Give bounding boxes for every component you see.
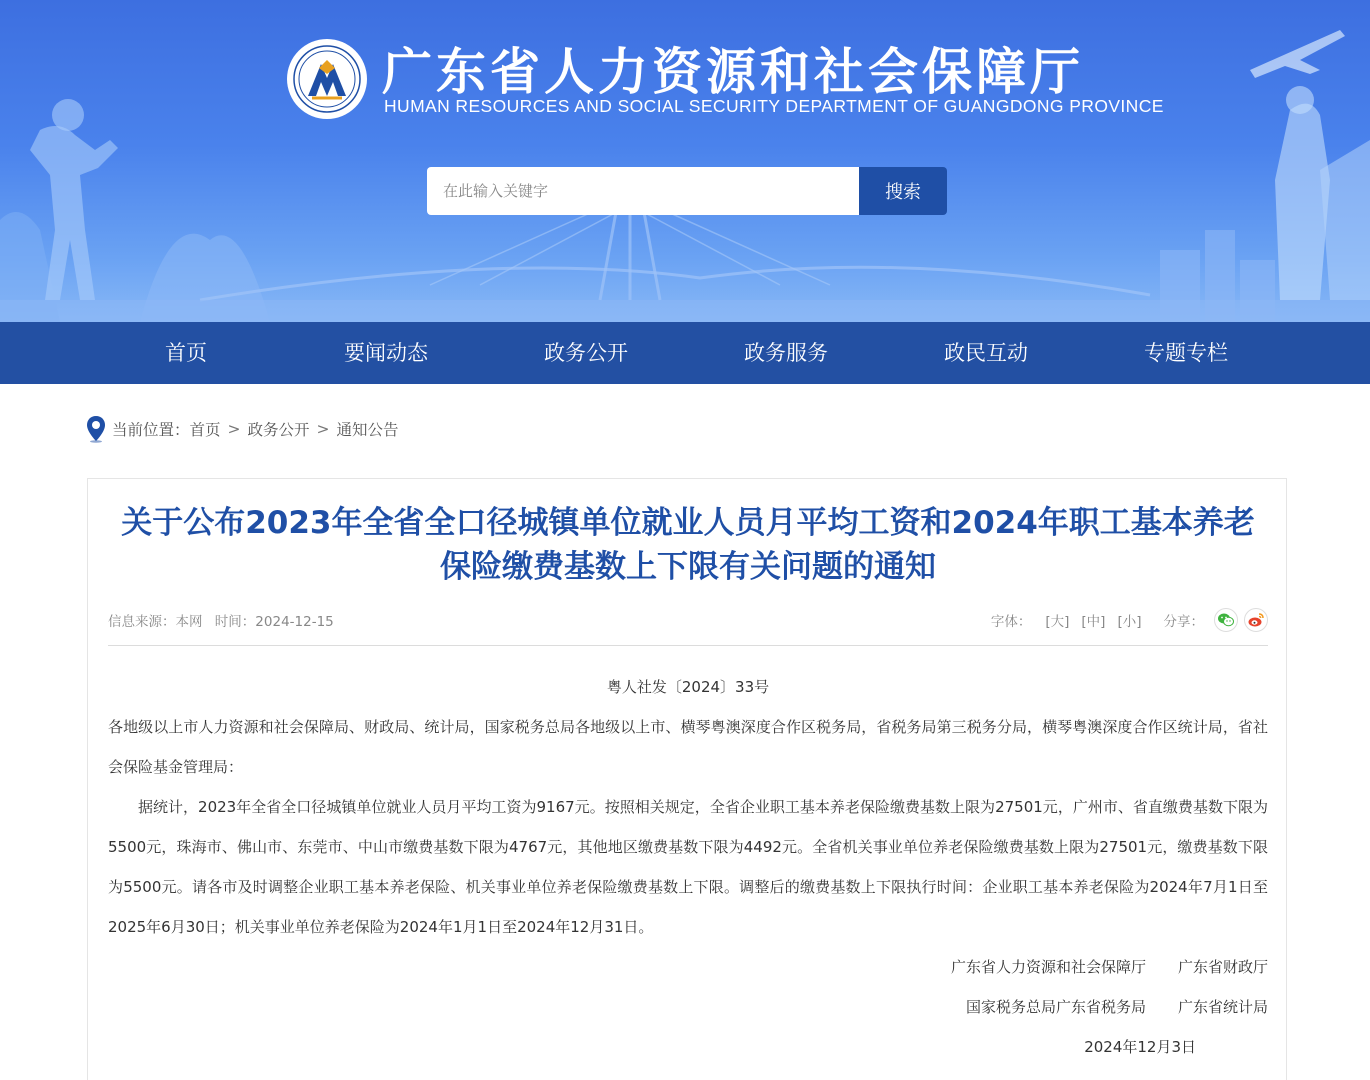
nav-item-interaction[interactable]: 政民互动 (944, 341, 1028, 365)
article-time: 时间：2024-12-15 (214, 614, 334, 630)
nav-item-home[interactable]: 首页 (165, 341, 207, 365)
article-meta (108, 607, 1268, 633)
signatory-row (108, 947, 1268, 987)
location-pin-icon (86, 415, 106, 443)
search-input[interactable] (427, 167, 859, 215)
site-subtitle: HUMAN RESOURCES AND SOCIAL SECURITY DEPARTMENT OF GUANGDONG PROVINCE (384, 96, 1164, 116)
signatory: 广东省人力资源和社会保障厅 (950, 958, 1146, 976)
share-label: 分享： (1163, 614, 1204, 630)
main-nav (0, 322, 1370, 384)
nav-item-news[interactable]: 要闻动态 (344, 341, 428, 365)
font-size-medium[interactable]: [中] (1081, 614, 1106, 630)
breadcrumb-separator: > (227, 420, 241, 438)
signatory: 广东省统计局 (1177, 998, 1268, 1016)
document-number: 粤人社发〔2024〕33号 (606, 678, 770, 696)
header-banner (0, 0, 1370, 322)
nav-item-government-affairs[interactable]: 政务公开 (544, 341, 628, 365)
breadcrumb-notices[interactable]: 通知公告 (336, 421, 399, 439)
font-size-label: 字体： (990, 614, 1032, 630)
nav-item-services[interactable]: 政务服务 (744, 341, 828, 365)
breadcrumb (86, 414, 399, 444)
body-paragraph: 据统计，2023年全省全口径城镇单位就业人员月平均工资为9167元。按照相关规定，全省企业职工基本养老保险缴费基数上限为27501元，广州市、省直缴费基数下限为5500元，珠海市、佛山市、东莞市、中山市缴费基数下限为4767元，其他地区缴费基数下限为4492元。全省机关事业单位养老保险缴费基数上限为27501元，缴费基数下限为5500元。请各市及时调整企业职工基本养老保险、机关事业单位养老保险缴费基数上下限。调整后的缴费基数上下限执行时间：企业职工基本养老保险为2024年7月1日至2025年6月30日；机关事业单位养老保险为2024年1月1日至2024年12月31日。 (108, 798, 1268, 936)
signatory: 广东省财政厅 (1177, 958, 1268, 976)
nav-item-topics[interactable]: 专题专栏 (1144, 341, 1228, 365)
article-content (108, 667, 1268, 1067)
article-title: 关于公布2023年全省全口径城镇单位就业人员月平均工资和2024年职工基本养老保险缴费基数上下限有关问题的通知 (121, 505, 1255, 585)
font-size-large[interactable]: [大] (1045, 614, 1070, 630)
breadcrumb-separator: > (316, 420, 330, 438)
search-button[interactable]: 搜索 (859, 167, 947, 215)
recipients: 各地级以上市人力资源和社会保障局、财政局、统计局，国家税务总局各地级以上市、横琴粤澳深度合作区税务局，省税务局第三税务分局，横琴粤澳深度合作区统计局，省社会保险基金管理局： (108, 718, 1268, 776)
site-title: 广东省人力资源和社会保障厅 (382, 43, 1084, 101)
wechat-share-icon[interactable] (1214, 608, 1238, 632)
article-source: 信息来源：本网 (108, 614, 203, 630)
site-logo[interactable] (286, 36, 1164, 126)
signatory: 国家税务总局广东省税务局 (965, 998, 1146, 1016)
divider (108, 645, 1268, 646)
breadcrumb-government-affairs[interactable]: 政务公开 (247, 421, 310, 439)
breadcrumb-home[interactable]: 首页 (189, 421, 221, 439)
signatory-row (108, 987, 1268, 1027)
breadcrumb-label: 当前位置： (112, 421, 190, 439)
search-bar (427, 167, 947, 215)
article (87, 478, 1287, 1080)
weibo-share-icon[interactable] (1244, 608, 1268, 632)
emblem-icon (286, 38, 368, 120)
issue-date: 2024年12月3日 (1084, 1038, 1196, 1056)
font-size-small[interactable]: [小] (1117, 614, 1142, 630)
